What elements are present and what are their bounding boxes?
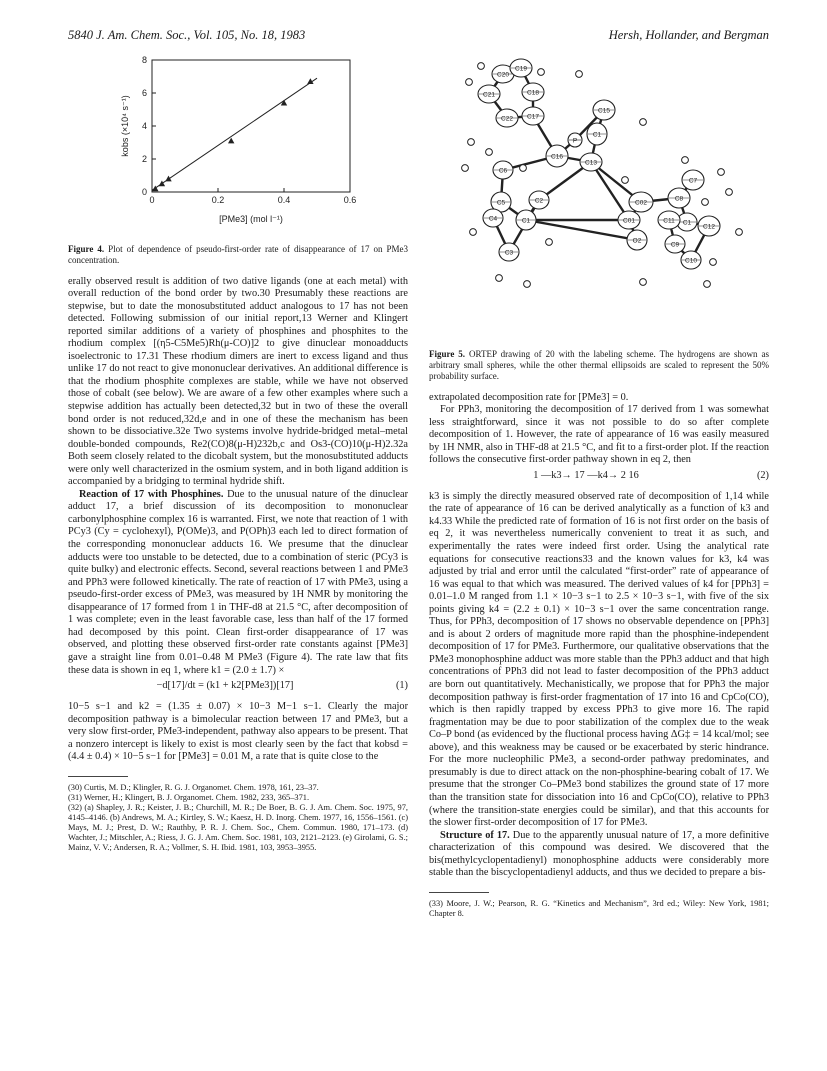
- atom-label: C15: [598, 107, 610, 115]
- y-tick-label: 6: [141, 88, 147, 98]
- atom-label: C11: [663, 217, 675, 225]
- paragraph-text: Due to the apparently unusual nature of 17, a more definitive characterization of this compound was desired. We discovered that the bis(methylcyclopentadienyl) monophosphine adducts were considerably more stable than the biscyclopentadienyl adducts, and thus we decided to prepare a bis-: [429, 829, 769, 879]
- hydrogen-atom: [726, 189, 733, 196]
- y-axis-label: kobs (×10⁴ s⁻¹): [120, 95, 130, 157]
- atom-label: C20: [497, 71, 509, 79]
- atom-label: C8: [674, 195, 684, 203]
- figure-5-label: Figure 5.: [429, 348, 466, 359]
- hydrogen-atom: [478, 63, 485, 70]
- references: [68, 783, 408, 854]
- atom-label: C18: [527, 89, 539, 97]
- atom-label: C9: [670, 241, 680, 249]
- right-column: [429, 52, 769, 919]
- atom-label: C10: [685, 257, 697, 265]
- molecule: [462, 59, 743, 287]
- x-tick-label: 0.6: [343, 195, 357, 205]
- hydrogen-atom: [576, 71, 583, 78]
- section-heading: Structure of 17.: [440, 829, 510, 841]
- reference: (32) (a) Shapley, J. R.; Keister, J. B.; Churchill, M. R.; De Boer, B. G. J. Am. Chem. Soc. 1975, 97, 4145–4146. (b) Andrews, M. A.; Kirtley, S. W.; Kaesz, H. D. Inorg. Chem. 1977, 16, 1556–1561. (c) Mays, M. J.; Prest, D. W.; Rauthby, P. R. J. Chem. Soc., Chem. Commun. 1980, 171–173. (d) Wachter, J.; Mitschler, A.; Riess, J. G. J. Am. Chem. Soc. 1981, 103, 2121–2123. (e) Girolami, G. S.; Mainz, V. V.; Andersen, R. A.; Vollmer, S. H. Ibid. 1981, 103, 3953–3955.: [68, 802, 408, 853]
- y-tick-label: 2: [141, 154, 147, 164]
- paragraph: erally observed result is addition of two dative ligands (one at each metal) with overall reduction of the bond order by two.30 Presumably these reactions are stepwise, but to date the monosubstituted adduct analogous to 17 has not been detected. Following submission of our initial report,13 Werner and Klingert reported similar additions of a variety of phosphines and phosphites to the rhodium complex [(η5-C5Me5)Rh(μ-CO)]2 to give dinuclear monoadducts isoelectronic to 17.31 These rhodium dimers are inert to excess ligand and thus unlike 17 do not react to give mononuclear derivatives. An additional difference is that the rhodium phosphite complexes are stable, while we have not observed those of cobalt (see below). We are aware of a few other examples where such a stepwise addition has actually been detected,32 but in two of these the overall bond order is not reduced,32d,e and in one of these the mechanism has been shown to be dissociative.32e Two systems involve hydride-bridged metal–metal double-bonded compounds, Re2(CO)8(μ-H)232b,c and Os3-(CO)10(μ-H)2.32a Both seem closely related to the dicobalt system, but the monosubstituted adducts were only well characterized in the osmium system, and in both ligand addition is accompanied by a bridging to terminal hydride shift.: [68, 275, 408, 488]
- atom-label: C12: [703, 223, 715, 231]
- header-authors: Hersh, Hollander, and Bergman: [608, 28, 769, 42]
- atom-label: C21: [483, 91, 495, 99]
- atom-label: C13: [585, 159, 597, 167]
- atom-label: C7: [688, 177, 698, 185]
- hydrogen-atom: [546, 239, 553, 246]
- y-tick-label: 0: [141, 187, 147, 197]
- figure-4-caption-text: Plot of dependence of pseudo-first-order rate of disappearance of 17 on PMe3 concentration.: [68, 243, 408, 265]
- atom-label: C3: [504, 249, 514, 257]
- footnote-rule: [68, 776, 128, 777]
- atom-label: C22: [501, 115, 513, 123]
- atom-label: C1: [592, 131, 602, 139]
- running-header: [68, 28, 769, 48]
- hydrogen-atom: [496, 275, 503, 282]
- data-point: [159, 181, 165, 187]
- hydrogen-atom: [702, 199, 709, 206]
- atom-label: C16: [551, 153, 563, 161]
- figure-4: [68, 52, 408, 242]
- hydrogen-atom: [538, 69, 545, 76]
- figure-5-caption-text: ORTEP drawing of 20 with the labeling scheme. The hydrogens are shown as arbitrary small spheres, while the other thermal ellipsoids are scaled to represent the 50% probability surface.: [429, 348, 769, 381]
- paragraph: 10−5 s−1 and k2 = (1.35 ± 0.07) × 10−3 M−1 s−1. Clearly the major decomposition pathway is a bimolecular reaction between 17 and PMe3, but a very slow first-order, PMe3-independent, pathway also appears to be present. That a nonzero intercept is likely to exist is most clearly seen by the fact that kobsd = (4.4 ± 0.4) × 10−5 s−1 for [PMe3] = 0.01 M, a rate that is quite close to the: [68, 701, 408, 763]
- reference: (30) Curtis, M. D.; Klingler, R. G. J. Organomet. Chem. 1978, 161, 23–37.: [68, 782, 319, 792]
- equation-number: (2): [756, 469, 769, 481]
- paragraph: [429, 830, 769, 880]
- equation-body: −d[17]/dt = (k1 + k2[PMe3])[17]: [156, 680, 294, 692]
- atom-label: P: [572, 137, 578, 145]
- hydrogen-atom: [704, 281, 711, 288]
- hydrogen-atom: [466, 79, 473, 86]
- paragraph: extrapolated decomposition rate for [PMe3] = 0.: [429, 391, 629, 403]
- atom-label: C1: [521, 217, 531, 225]
- data-point: [165, 176, 171, 182]
- footnote-rule: [429, 892, 489, 893]
- x-tick-label: 0.2: [211, 195, 225, 205]
- rate-plot: [68, 52, 408, 237]
- atom-label: C4: [488, 215, 498, 223]
- reference: (31) Werner, H.; Klingert, B. J. Organomet. Chem. 1982, 233, 365–371.: [68, 792, 310, 802]
- equation-number: (1): [395, 680, 408, 692]
- equation-body: 1 —k3→ 17 —k4→ 2 16: [533, 469, 639, 481]
- hydrogen-atom: [486, 149, 493, 156]
- hydrogen-atom: [640, 279, 647, 286]
- paragraph: [68, 489, 408, 677]
- equation-2: [429, 470, 769, 488]
- x-tick-label: 0.4: [277, 195, 291, 205]
- atom-label: C01: [623, 217, 635, 225]
- hydrogen-atom: [468, 139, 475, 146]
- atom-label: C1: [682, 219, 692, 227]
- y-tick-label: 8: [141, 55, 147, 65]
- atom-label: C02: [635, 199, 647, 207]
- figure-5-caption: [429, 349, 769, 382]
- equation-1: [68, 680, 408, 698]
- figure-5: [429, 52, 769, 347]
- ortep-drawing: [429, 52, 769, 342]
- hydrogen-atom: [718, 169, 725, 176]
- hydrogen-atom: [682, 157, 689, 164]
- bond: [591, 162, 629, 220]
- hydrogen-atom: [462, 165, 469, 172]
- y-tick-label: 4: [141, 121, 147, 131]
- hydrogen-atom: [520, 165, 527, 172]
- plot-frame: [152, 60, 350, 192]
- x-axis-label: [PMe3] (mol l⁻¹): [219, 214, 283, 224]
- hydrogen-atom: [710, 259, 717, 266]
- paragraph-text: Due to the unusual nature of the dinuclear adduct 17, a brief discussion of its decomposition to mononuclear carbonylphosphine complex 16 is warranted. First, we note that reaction of 1 with PCy3 (Cy = cyclohexyl), P(OMe)3, and P(OPh)3 each led to direct formation of the corresponding mononuclear adducts 16. We presume that the dinuclear adducts were too unstable to be detected, due to a combination of steric (PCy3 is quite bulky) and electronic effects. Second, several reactions between 1 and PMe3 and PPh3 were followed kinetically. The rate of reaction of 17 with PMe3, using a pseudo-first-order excess of PMe3, was measured by 1H NMR by monitoring the disappearance of 17 formed from 1 in THF-d8 at 21.5 °C, after decomposition of 1 was complete; even in the least favorable case, less than half of the 17 formed had decomposed by this point. Clean first-order disappearance of 17 was observed, and plotting these observed first-order rate constants against [PMe3] gave a straight line from 0.01–0.48 M PMe3 (Figure 4). The rate law that fits these data is shown in eq 1, where k1 = (2.0 ± 1.7) ×: [68, 488, 408, 676]
- atom-label: C6: [498, 167, 508, 175]
- hydrogen-atom: [622, 177, 629, 184]
- atom-label: C5: [496, 199, 506, 207]
- hydrogen-atom: [736, 229, 743, 236]
- paragraph: For PPh3, monitoring the decomposition of 17 derived from 1 was somewhat less straightforward, since it was not possible to do so after complete decomposition of 1. However, the rate of appearance of 16 was easily measured by 1H NMR, also in THF-d8 at 21.5 °C, and fit to a first-order plot. If the reaction follows the consecutive first-order pathway shown in eq 2, then: [429, 404, 769, 466]
- figure-4-label: Figure 4.: [68, 243, 105, 254]
- atom-label: C2: [534, 197, 544, 205]
- x-tick-label: 0: [149, 195, 155, 205]
- figure-4-caption: [68, 244, 408, 266]
- hydrogen-atom: [640, 119, 647, 126]
- hydrogen-atom: [524, 281, 531, 288]
- left-column: [68, 52, 408, 853]
- reference: (33) Moore, J. W.; Pearson, R. G. “Kinetics and Mechanism”, 3rd ed.; Wiley: New York, 1981; Chapter 8.: [429, 898, 769, 918]
- paragraph: k3 is simply the directly measured observed rate of decomposition of 1,14 while the rate of appearance of 16 can be derived analytically as a function of k3 and k4.33 While the predicted rate of formation of 16 is not first order on the basis of eq 2, it was nevertheless numerically convenient to treat it as such, and experimentally the rates were indeed first order. Using the analytical rate equations for consecutive reactions33 and the known values for k3, k4 was adjusted by trial and error until the calculated “first-order” rate of appearance of 16 was equal to that which was measured. The derived values of k4 for [PPh3] = 0.01–1.0 M ranged from 1.1 × 10−3 s−1 to 2.5 × 10−3 s−1, with five of the six points giving k4 = (2.2 ± 0.1) × 10−3 s−1 over the same concentration range. Thus, for PPh3, decomposition of 17 shows no observable dependence on [PPh3] and is about 2 orders of magnitude more rapid than the phosphine-independent decomposition of 17 for PMe3. Furthermore, our qualitative observations that the PMe3 monophosphine adduct was more stable than the PPh3 adduct and that high concentrations of PPh3 did not lead to faster decomposition of the PPh3 adduct are born out quantitatively. Mechanistically, we propose that for PPh3 the major decomposition pathway is first-order fragmentation of 17 into 16 and CpCo(CO), which is then rapidly trapped by excess PPh3 to give more 16. The rapid fragmentation may be due to poor stabilization of the complex due to the weak Co–P bond (as evidenced by the fluctional process having ΔG‡ = 14 kcal/mol; see above), and this weakness may be caused or be exacerbated by steric hindrance. For the more nucleophilic PMe3, a second-order pathway predominates, and presumably is due to direct attack on the non-phosphine-bearing cobalt of 17. We presume that the stronger Co–PMe3 bond stabilizes the ground state of 17 more than the transition state for dissociation into 16 and CpCo(CO), relative to PPh3 (where the transition-state energies could be similar), and that this accounts for the slower first-order decomposition of 17 for PMe3.: [429, 490, 769, 829]
- references: [429, 899, 769, 919]
- header-journal: 5840 J. Am. Chem. Soc., Vol. 105, No. 18, 1983: [68, 28, 306, 42]
- atom-label: C17: [527, 113, 539, 121]
- hydrogen-atom: [470, 229, 477, 236]
- atom-label: O2: [632, 237, 642, 245]
- atom-label: C19: [515, 65, 527, 73]
- section-heading: Reaction of 17 with Phosphines.: [79, 488, 224, 500]
- fit-line: [152, 78, 317, 190]
